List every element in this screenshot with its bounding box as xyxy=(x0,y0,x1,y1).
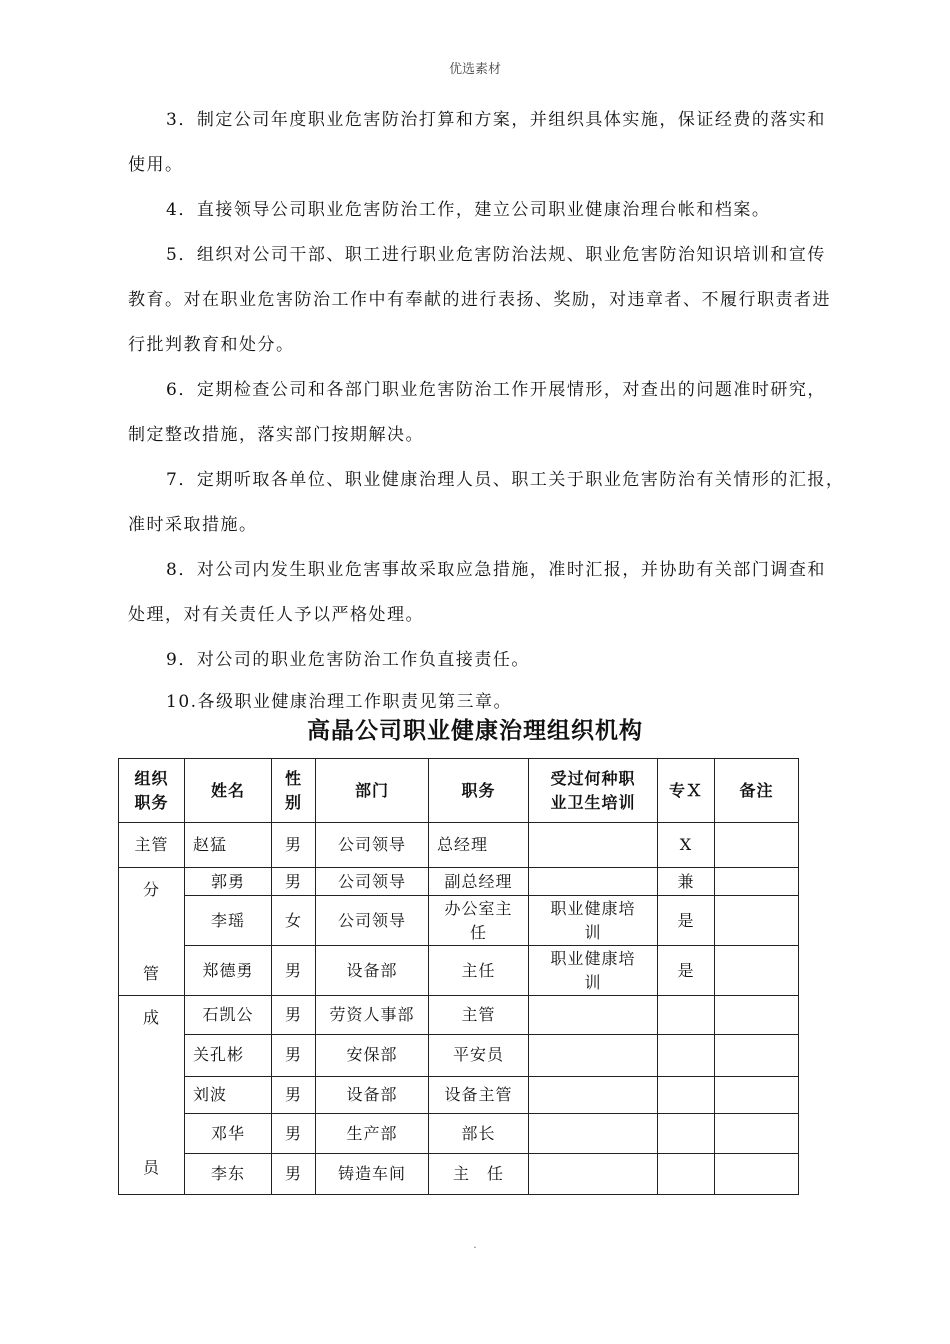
cell-position: 部长 xyxy=(429,1113,529,1154)
header-name: 姓名 xyxy=(185,759,272,823)
table-row xyxy=(119,946,799,996)
paragraph-3 xyxy=(128,98,848,188)
table-row xyxy=(119,1113,799,1154)
cell-specialty xyxy=(658,996,715,1035)
header-department: 部门 xyxy=(316,759,429,823)
cell-department: 铸造车间 xyxy=(316,1154,429,1195)
cell-remark xyxy=(715,823,799,868)
cell-gender: 男 xyxy=(272,1077,316,1114)
cell-name: 赵猛 xyxy=(185,823,272,868)
paragraph-8 xyxy=(128,548,848,638)
table-row xyxy=(119,1154,799,1195)
cell-training: 职业健康培 训 xyxy=(529,896,658,946)
cell-remark xyxy=(715,1034,799,1077)
group-members-bottom: 员 xyxy=(142,1158,160,1177)
cell-gender: 男 xyxy=(272,868,316,896)
paragraph-first-line: 5．组织对公司干部、职工进行职业危害防治法规、职业危害防治知识培训和宣传 xyxy=(166,245,826,265)
cell-position: 主任 xyxy=(429,946,529,996)
cell-name: 郑德勇 xyxy=(185,946,272,996)
paragraph-9 xyxy=(128,638,848,683)
cell-name: 郭勇 xyxy=(185,868,272,896)
cell-position: 副总经理 xyxy=(429,868,529,896)
cell-specialty: X xyxy=(658,823,715,868)
table-header-row xyxy=(119,759,799,823)
paragraph-7 xyxy=(128,458,848,548)
group-members xyxy=(119,996,185,1195)
table-row xyxy=(119,868,799,896)
cell-gender: 女 xyxy=(272,896,316,946)
paragraph-4 xyxy=(128,188,848,233)
header-training: 受过何种职 业卫生培训 xyxy=(529,759,658,823)
paragraph-continuation: 使用。 xyxy=(128,155,184,175)
cell-training xyxy=(529,996,658,1035)
cell-remark xyxy=(715,996,799,1035)
cell-position: 主管 xyxy=(429,996,529,1035)
cell-name: 李东 xyxy=(185,1154,272,1195)
page-header: 优选素材 xyxy=(448,62,501,77)
cell-remark xyxy=(715,946,799,996)
cell-department: 公司领导 xyxy=(316,868,429,896)
cell-training xyxy=(529,868,658,896)
cell-department: 公司领导 xyxy=(316,823,429,868)
cell-gender: 男 xyxy=(272,996,316,1035)
cell-name: 李瑶 xyxy=(185,896,272,946)
table-row xyxy=(119,823,799,868)
group-members-top: 成 xyxy=(142,1008,160,1027)
paragraph-first-line: 8．对公司内发生职业危害事故采取应急措施，准时汇报，并协助有关部门调查和 xyxy=(166,560,826,580)
header-role: 组织 职务 xyxy=(119,759,185,823)
cell-gender: 男 xyxy=(272,823,316,868)
cell-specialty xyxy=(658,1113,715,1154)
cell-training xyxy=(529,1077,658,1114)
cell-training xyxy=(529,1154,658,1195)
cell-department: 劳资人事部 xyxy=(316,996,429,1035)
cell-position: 总经理 xyxy=(429,823,529,868)
cell-position: 主 任 xyxy=(429,1154,529,1195)
table-title: 高晶公司职业健康治理组织机构 xyxy=(307,718,643,744)
cell-specialty: 是 xyxy=(658,896,715,946)
cell-name: 关孔彬 xyxy=(185,1034,272,1077)
cell-specialty xyxy=(658,1034,715,1077)
cell-training xyxy=(529,1113,658,1154)
table-row xyxy=(119,996,799,1035)
cell-name: 邓华 xyxy=(185,1113,272,1154)
cell-specialty xyxy=(658,1154,715,1195)
header-specialty: 专Ｘ xyxy=(658,759,715,823)
cell-gender: 男 xyxy=(272,1113,316,1154)
cell-remark xyxy=(715,868,799,896)
cell-training: 职业健康培 训 xyxy=(529,946,658,996)
cell-training xyxy=(529,1034,658,1077)
cell-remark xyxy=(715,1154,799,1195)
cell-training xyxy=(529,823,658,868)
table-row xyxy=(119,1034,799,1077)
cell-specialty xyxy=(658,1077,715,1114)
cell-specialty: 是 xyxy=(658,946,715,996)
cell-remark xyxy=(715,1113,799,1154)
organization-table xyxy=(118,758,799,1195)
cell-department: 设备部 xyxy=(316,946,429,996)
paragraph-continuation: 制定整改措施，落实部门按期解决。 xyxy=(128,425,424,445)
cell-department: 生产部 xyxy=(316,1113,429,1154)
paragraph-continuation: 准时采取措施。 xyxy=(128,515,258,535)
cell-position: 平安员 xyxy=(429,1034,529,1077)
paragraph-first-line: 9．对公司的职业危害防治工作负直接责任。 xyxy=(166,650,530,670)
cell-department: 公司领导 xyxy=(316,896,429,946)
page-mark: . xyxy=(473,1240,477,1251)
cell-gender: 男 xyxy=(272,1154,316,1195)
cell-department: 安保部 xyxy=(316,1034,429,1077)
paragraph-5 xyxy=(128,233,848,368)
header-gender: 性 别 xyxy=(272,759,316,823)
cell-remark xyxy=(715,896,799,946)
header-position: 职务 xyxy=(429,759,529,823)
table-row xyxy=(119,896,799,946)
cell-gender: 男 xyxy=(272,946,316,996)
cell-specialty: 兼 xyxy=(658,868,715,896)
paragraph-first-line: 10.各级职业健康治理工作职责见第三章。 xyxy=(166,692,513,712)
paragraph-continuation: 处理，对有关责任人予以严格处理。 xyxy=(128,605,424,625)
paragraph-first-line: 4．直接领导公司职业危害防治工作，建立公司职业健康治理台帐和档案。 xyxy=(166,200,771,220)
table-row xyxy=(119,1077,799,1114)
cell-position: 办公室主 任 xyxy=(429,896,529,946)
cell-remark xyxy=(715,1077,799,1114)
paragraph-6 xyxy=(128,368,848,458)
cell-gender: 男 xyxy=(272,1034,316,1077)
paragraph-first-line: 6．定期检查公司和各部门职业危害防治工作开展情形，对查出的问题准时研究， xyxy=(166,380,826,400)
cell-name: 刘波 xyxy=(185,1077,272,1114)
cell-name: 石凯公 xyxy=(185,996,272,1035)
header-remark: 备注 xyxy=(715,759,799,823)
cell-department: 设备部 xyxy=(316,1077,429,1114)
group-sub: 分 管 xyxy=(119,868,185,996)
paragraph-first-line: 7．定期听取各单位、职业健康治理人员、职工关于职业危害防治有关情形的汇报， xyxy=(166,470,845,490)
paragraph-first-line: 3．制定公司年度职业危害防治打算和方案，并组织具体实施，保证经费的落实和 xyxy=(166,110,826,130)
cell-position: 设备主管 xyxy=(429,1077,529,1114)
paragraph-continuation: 教育。对在职业危害防治工作中有奉献的进行表扬、奖励，对违章者、不履行职责者进行批判教育和处分。 xyxy=(128,290,831,355)
group-main: 主管 xyxy=(119,823,185,868)
